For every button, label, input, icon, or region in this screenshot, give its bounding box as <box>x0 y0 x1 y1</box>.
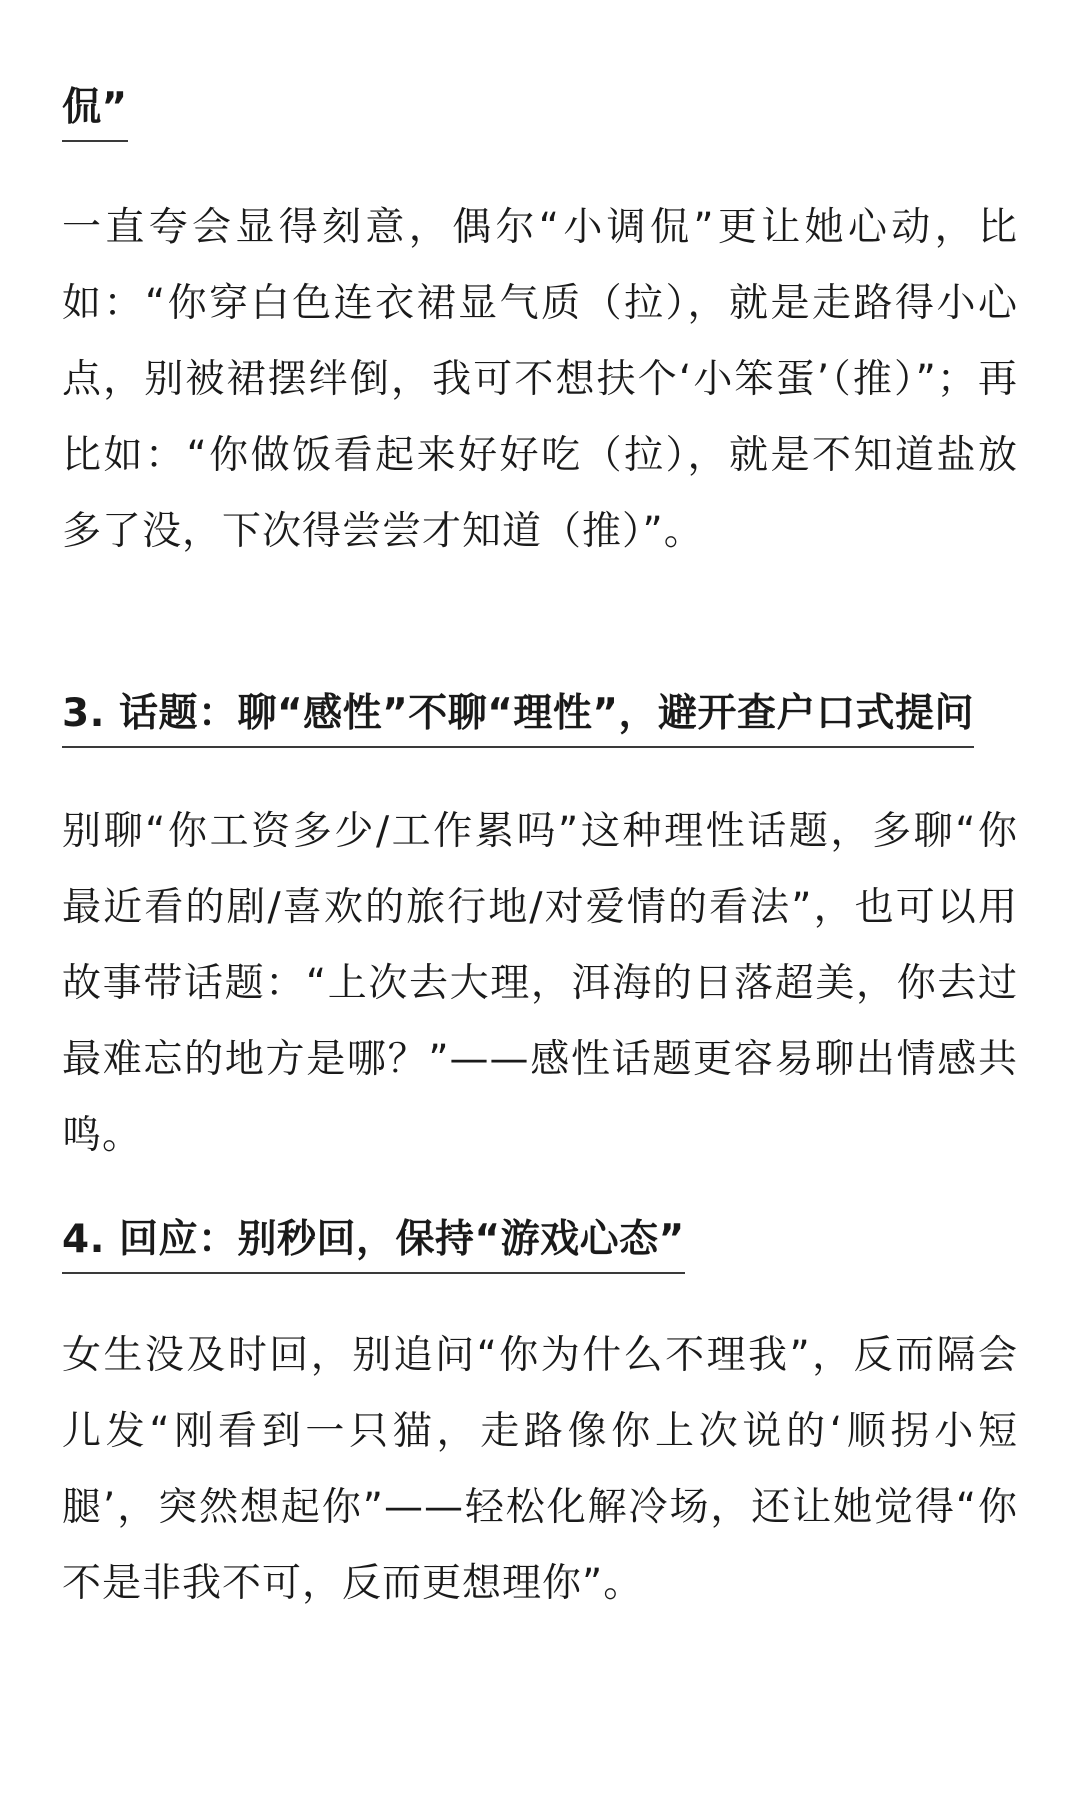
paragraph-response-block <box>62 1318 1018 1622</box>
section-3-heading-block <box>62 688 1018 748</box>
section-4-heading-block <box>62 1214 1018 1274</box>
section-heading-continuation: 侃” <box>62 82 128 142</box>
paragraph-teasing-block <box>62 190 1018 570</box>
paragraph-topics: 别聊“你工资多少/工作累吗”这种理性话题，多聊“你最近看的剧/喜欢的旅行地/对爱情的看法”，也可以用故事带话题：“上次去大理，洱海的日落超美，你去过最难忘的地方是哪？”——感性话题更容易聊出情感共鸣。 <box>62 809 1018 1158</box>
section-4-heading: 4. 回应：别秒回，保持“游戏心态” <box>62 1214 685 1274</box>
paragraph-teasing: 一直夸会显得刻意，偶尔“小调侃”更让她心动，比如：“你穿白色连衣裙显气质（拉），就是走路得小心点，别被裙摆绊倒，我可不想扶个‘小笨蛋’（推）”；再比如：“你做饭看起来好好吃（拉），就是不知道盐放多了没，下次得尝尝才知道（推）”。 <box>62 205 1018 554</box>
paragraph-response: 女生没及时回，别追问“你为什么不理我”，反而隔会儿发“刚看到一只猫，走路像你上次说的‘顺拐小短腿’，突然想起你”——轻松化解冷场，还让她觉得“你不是非我不可，反而更想理你”。 <box>62 1333 1018 1606</box>
paragraph-topics-block <box>62 794 1018 1174</box>
section-3-heading: 3. 话题：聊“感性”不聊“理性”，避开查户口式提问 <box>62 688 974 748</box>
heading-continuation-block <box>62 82 1018 142</box>
